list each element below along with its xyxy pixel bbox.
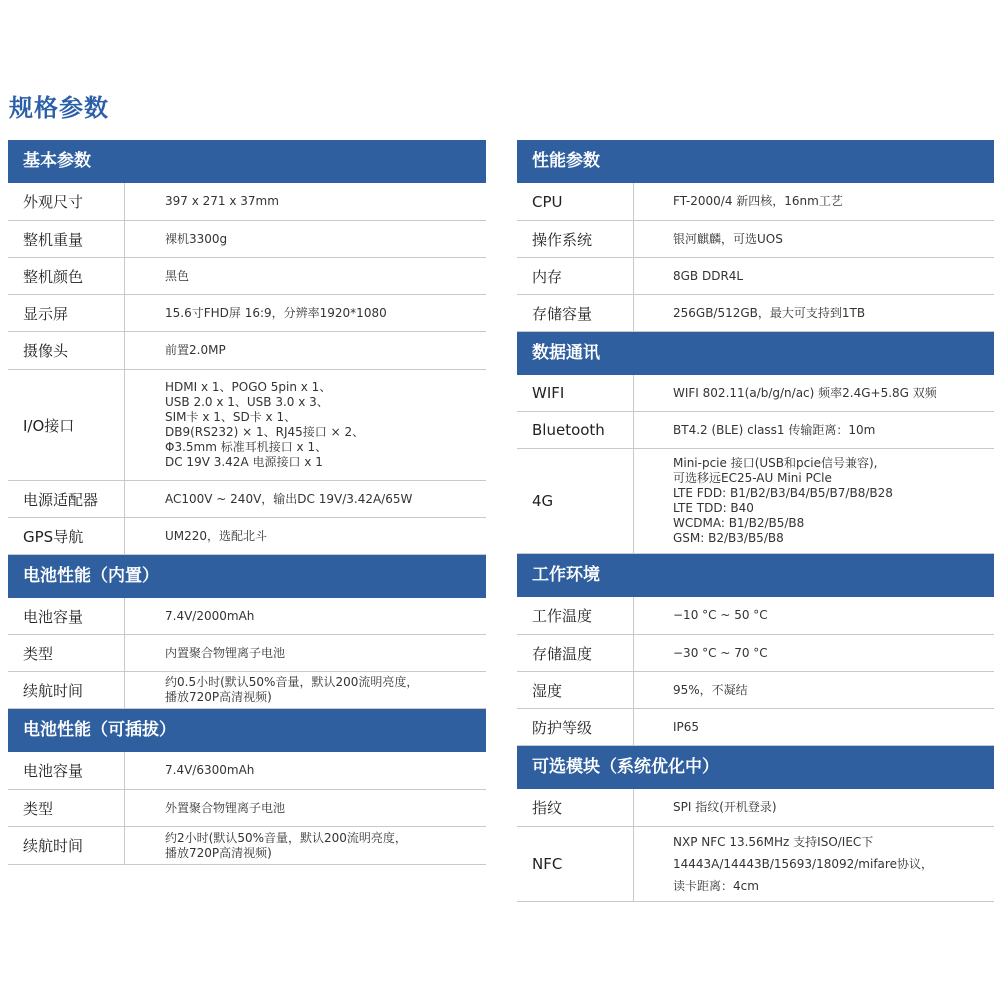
spec-value: 黑色 [165,268,190,283]
spec-label: 存储容量 [517,295,634,331]
spec-label: 湿度 [517,672,634,708]
spec-label: 续航时间 [8,672,125,708]
spec-label: 电池容量 [8,598,125,634]
spec-value: −30 °C ~ 70 °C [673,645,768,660]
spec-value: WIFI 802.11(a/b/g/n/ac) 频率2.4G+5.8G 双频 [673,385,937,400]
spec-label: 类型 [8,635,125,671]
spec-label: 续航时间 [8,827,125,864]
spec-label: Bluetooth [517,412,634,448]
section-header-environment: 工作环境 [517,554,994,597]
section-header-battery-removable: 电池性能（可插拔） [8,709,486,752]
spec-label: CPU [517,183,634,220]
spec-value: 8GB DDR4L [673,268,744,283]
spec-value: 裸机3300g [165,231,228,246]
spec-value: Mini-pcie 接口(USB和pcie信号兼容), 可选移远EC25-AU Mini PCle LTE FDD: B1/B2/B3/B4/B5/B7/B8/B28 LTE TDD: B40 WCDMA: B1/B2/B5/B8 GSM: B2/B3/B5/B8 [673,456,893,545]
spec-row [517,295,994,332]
spec-row [8,295,486,332]
spec-value: IP65 [673,719,700,734]
spec-value: −10 °C ~ 50 °C [673,608,768,622]
spec-label: NFC [517,827,634,901]
spec-label: 4G [517,449,634,553]
spec-label: 内存 [517,258,634,294]
spec-label: 工作温度 [517,597,634,634]
section-header-data-comm: 数据通讯 [517,332,994,375]
spec-row [517,449,994,554]
spec-value: 约2小时(默认50%音量，默认200流明亮度， 播放720P高清视频) [165,830,407,860]
spec-row [517,258,994,295]
spec-value: FT-2000/4 新四核，16nm工艺 [673,194,843,208]
spec-row [8,827,486,865]
spec-row [517,375,994,412]
spec-label: WIFI [517,375,634,411]
spec-label: 整机颜色 [8,258,125,294]
spec-row [8,752,486,790]
spec-value: SPI 指纹(开机登录) [673,800,777,814]
spec-row [8,258,486,295]
spec-row [8,332,486,370]
spec-value: 95%，不凝结 [673,682,748,697]
spec-label: 显示屏 [8,295,125,331]
spec-row [517,221,994,258]
spec-row [517,412,994,449]
spec-value: HDMI x 1、POGO 5pin x 1、 USB 2.0 x 1、USB 3.0 x 3、 SIM卡 x 1、SD卡 x 1、 DB9(RS232) × 1、RJ45接口 × 2、 Φ3.5mm 标准耳机接口 x 1、 DC 19V 3.42A 电源接口 x 1 [165,380,365,469]
spec-label: 类型 [8,790,125,826]
spec-value: NXP NFC 13.56MHz 支持ISO/IEC下 14443A/14443B/15693/18092/mifare协议， 读卡距离：4cm [673,835,933,893]
spec-row [8,370,486,481]
spec-row [517,709,994,746]
spec-value: 银河麒麟，可选UOS [673,231,783,246]
spec-row [517,789,994,827]
spec-value: 前置2.0MP [165,343,226,357]
spec-value: 7.4V/6300mAh [165,763,255,777]
spec-label: 操作系统 [517,221,634,257]
spec-row [8,221,486,258]
spec-row [517,827,994,902]
spec-value: BT4.2 (BLE) class1 传输距离：10m [673,422,876,437]
section-header-battery-internal: 电池性能（内置） [8,555,486,598]
spec-value: 7.4V/2000mAh [165,608,255,623]
spec-row [517,672,994,709]
spec-row [8,183,486,221]
spec-label: 存储温度 [517,635,634,671]
spec-row [517,635,994,672]
spec-row [8,598,486,635]
page-title: 规格参数 [9,94,109,122]
spec-row [8,635,486,672]
spec-row [517,183,994,221]
spec-value: 内置聚合物锂离子电池 [165,645,286,660]
spec-value: UM220，选配北斗 [165,528,268,543]
spec-row [8,481,486,518]
left-column [8,140,486,865]
spec-value: 15.6寸FHD屏 16:9，分辨率1920*1080 [165,305,387,320]
spec-row [8,518,486,555]
spec-label: GPS导航 [8,518,125,554]
spec-value: 外置聚合物锂离子电池 [165,800,286,815]
spec-label: 电池容量 [8,752,125,789]
section-header-optional: 可选模块（系统优化中） [517,746,994,789]
spec-label: 电源适配器 [8,481,125,517]
right-column [517,140,994,902]
section-header-performance: 性能参数 [517,140,994,183]
spec-label: 摄像头 [8,332,125,369]
spec-value: 256GB/512GB，最大可支持到1TB [673,305,866,320]
spec-value: AC100V ~ 240V，输出DC 19V/3.42A/65W [165,491,413,506]
spec-row [517,597,994,635]
spec-label: I/O接口 [8,370,125,480]
section-header-basic: 基本参数 [8,140,486,183]
spec-label: 外观尺寸 [8,183,125,220]
spec-value: 约0.5小时(默认50%音量，默认200流明亮度， 播放720P高清视频) [165,675,419,704]
spec-label: 整机重量 [8,221,125,257]
spec-row [8,672,486,709]
spec-label: 防护等级 [517,709,634,745]
spec-row [8,790,486,827]
spec-value: 397 x 271 x 37mm [165,194,279,208]
spec-label: 指纹 [517,789,634,826]
